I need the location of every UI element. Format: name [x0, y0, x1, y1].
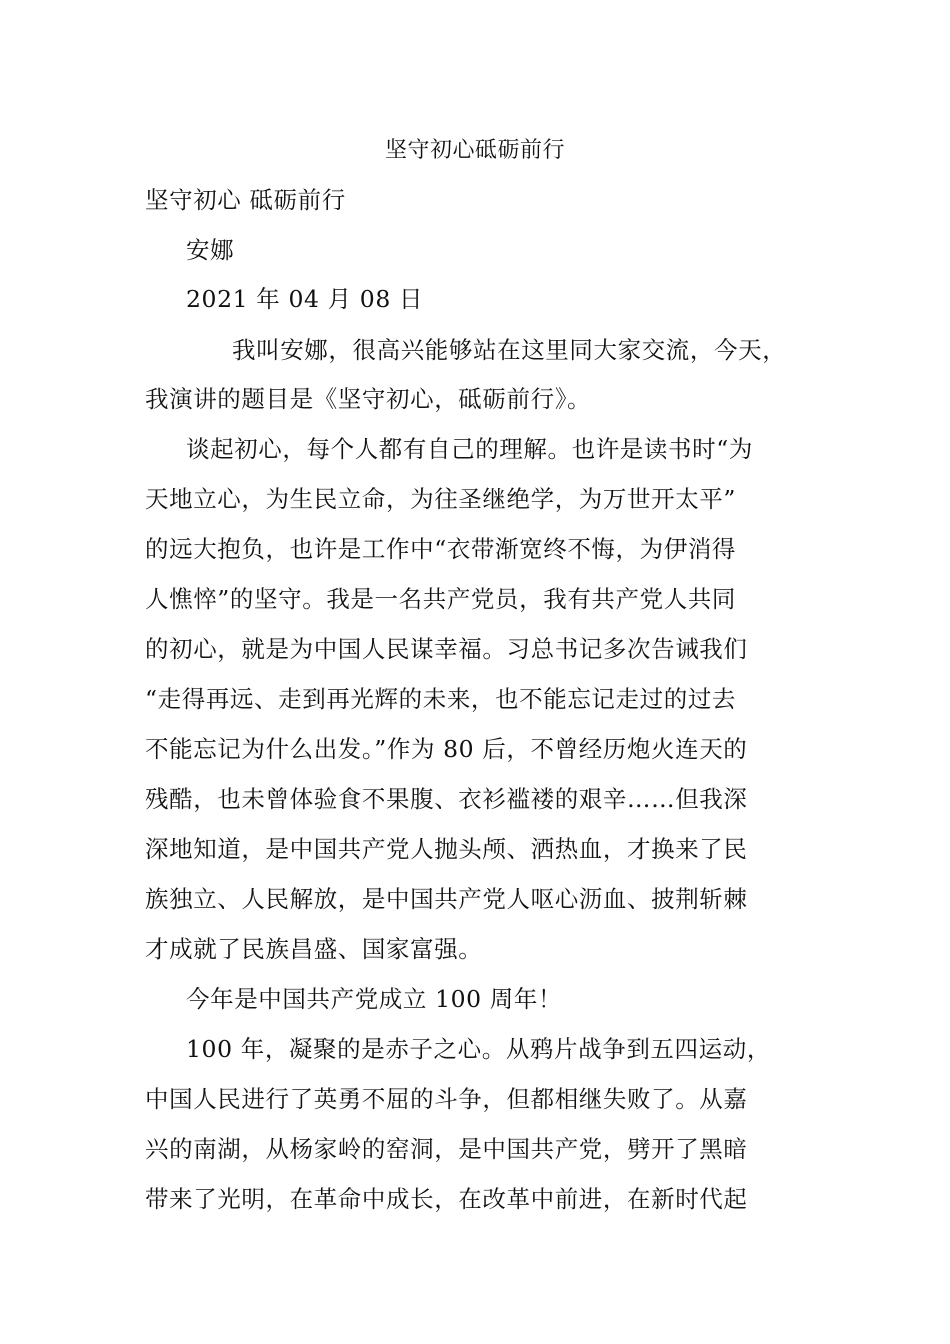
body-line: 才成就了民族昌盛、国家富强。	[145, 935, 483, 963]
body-line: 天地立心，为生民立命，为往圣继绝学，为万世开太平”	[145, 485, 737, 513]
body-line: “走得再远、走到再光辉的未来，也不能忘记走过的过去	[145, 685, 737, 713]
body-line: 100 年，凝聚的是赤子之心。从鸦片战争到五四运动，	[186, 1035, 771, 1063]
body-line: 我演讲的题目是《坚守初心，砥砺前行》。	[145, 385, 592, 413]
body-line: 族独立、人民解放，是中国共产党人呕心沥血、披荆斩棘	[145, 885, 748, 913]
body-line: 谈起初心，每个人都有自己的理解。也许是读书时“为	[186, 435, 753, 463]
body-line: 中国人民进行了英勇不屈的斗争，但都相继失败了。从嘉	[145, 1085, 748, 1113]
body-line: 今年是中国共产党成立 100 周年！	[186, 985, 563, 1013]
body-line: 深地知道，是中国共产党人抛头颅、洒热血，才换来了民	[145, 835, 748, 863]
body-line: 的初心，就是为中国人民谋幸福。习总书记多次告诫我们	[145, 635, 748, 663]
body-line: 的远大抱负，也许是工作中“衣带渐宽终不悔，为伊消得	[145, 535, 737, 563]
body-line: 不能忘记为什么出发。”作为 80 后，不曾经历炮火连天的	[145, 735, 748, 763]
speech-heading: 坚守初心 砥砺前行	[145, 186, 346, 214]
document-title: 坚守初心砥砺前行	[384, 138, 565, 163]
body-line: 我叫安娜，很高兴能够站在这里同大家交流，今天，	[232, 336, 787, 364]
body-line: 残酷，也未曾体验食不果腹、衣衫褴褛的艰辛……但我深	[145, 785, 748, 813]
author-name: 安娜	[186, 236, 235, 264]
speech-date: 2021 年 04 月 08 日	[186, 285, 424, 313]
body-line: 带来了光明，在革命中成长，在改革中前进，在新时代起	[145, 1185, 748, 1213]
body-line: 兴的南湖，从杨家岭的窑洞，是中国共产党，劈开了黑暗	[145, 1135, 748, 1163]
body-line: 人憔悴”的坚守。我是一名共产党员，我有共产党人共同	[145, 585, 737, 613]
